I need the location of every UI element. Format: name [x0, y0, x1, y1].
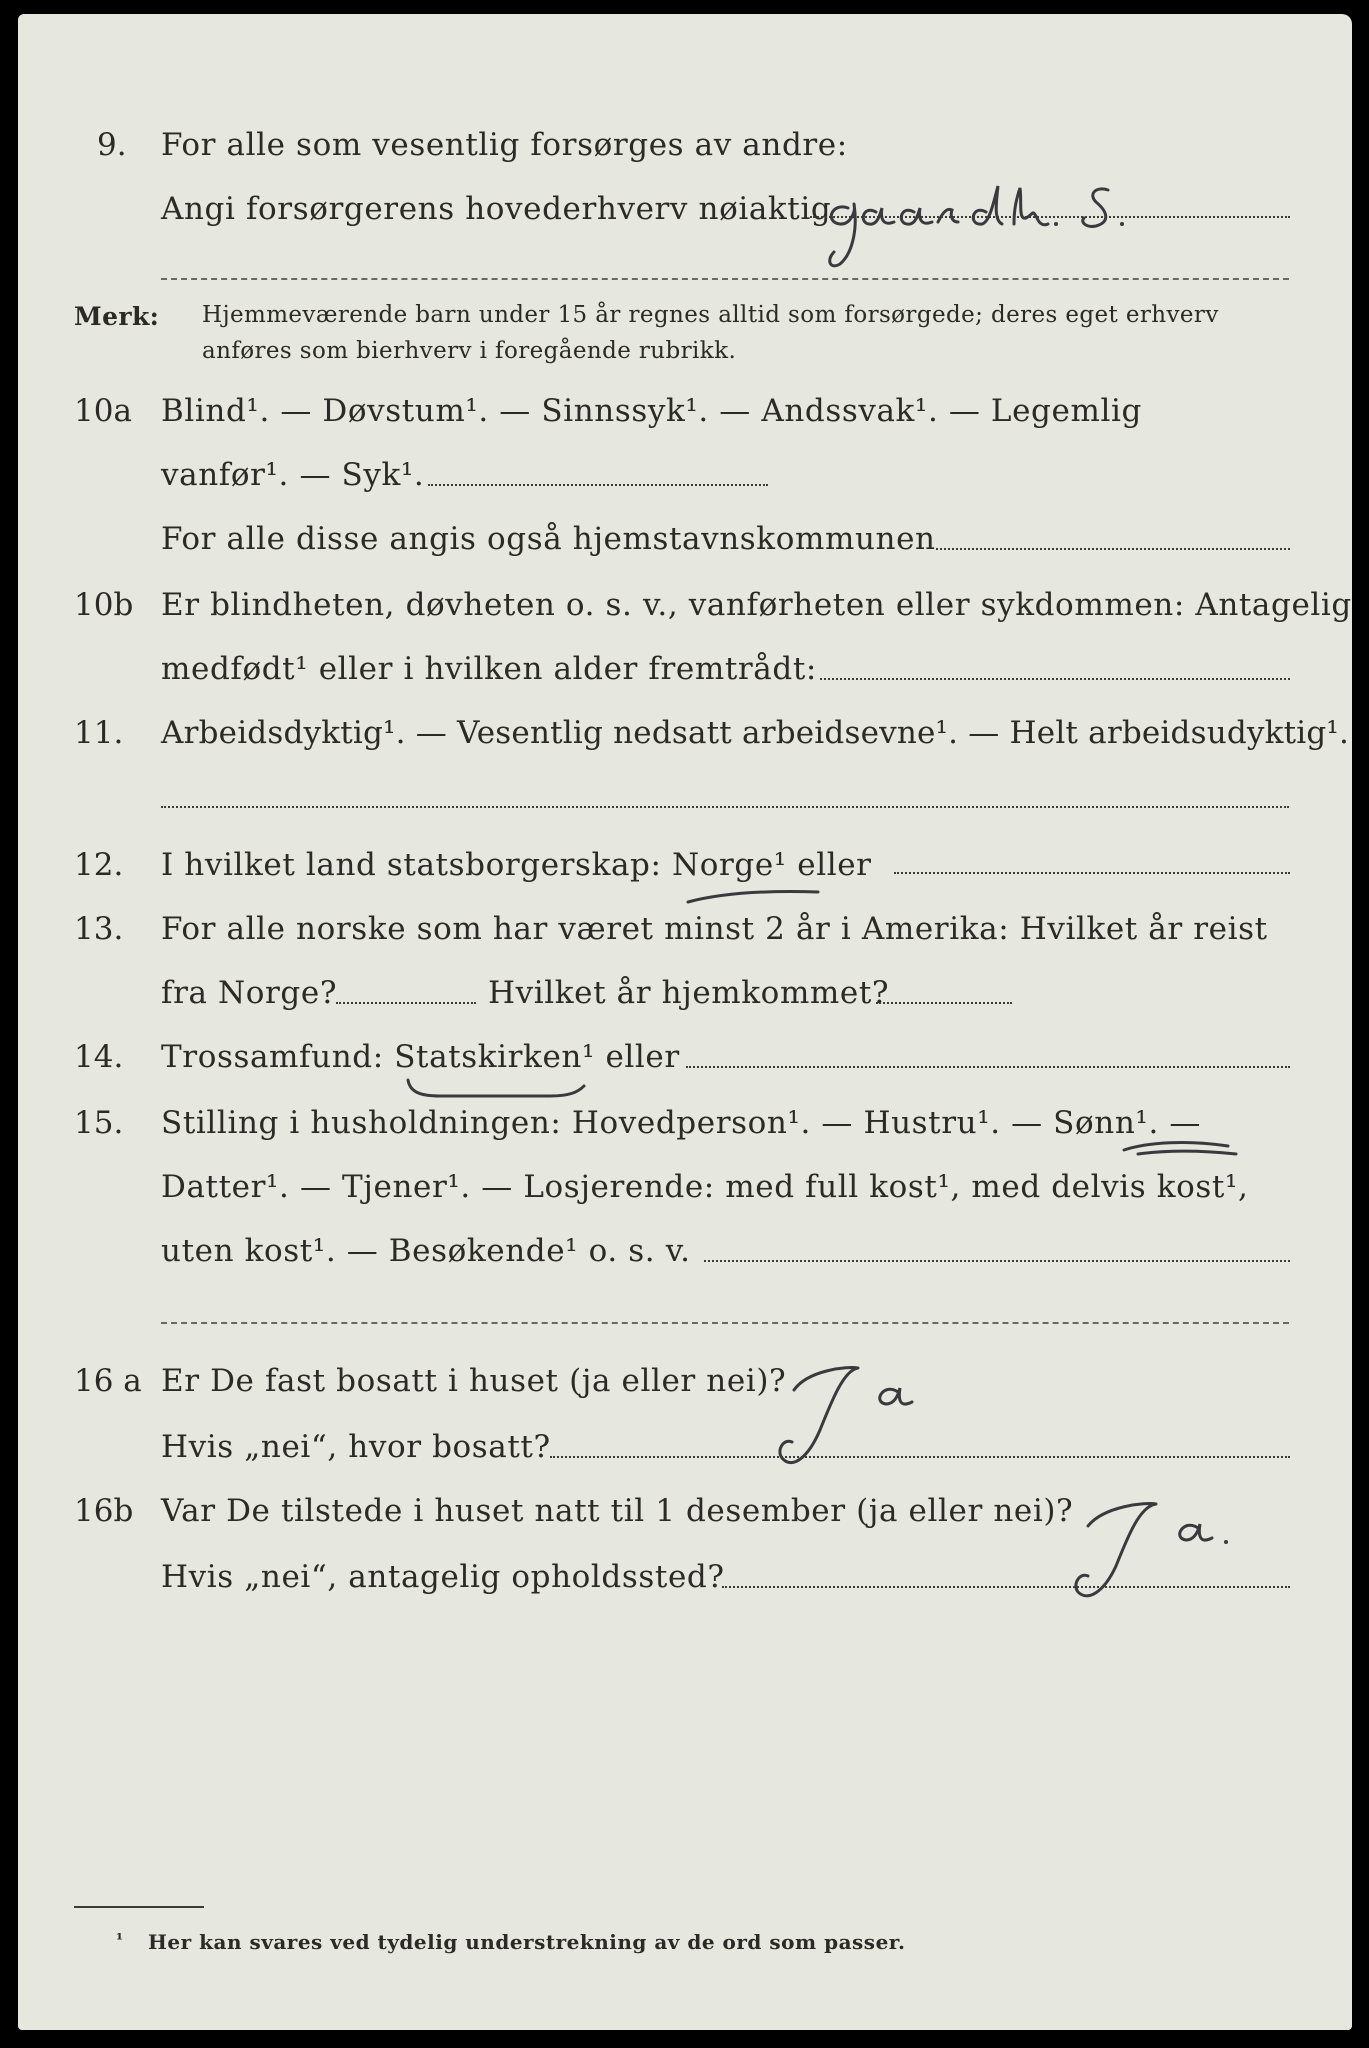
q9-separator [161, 278, 1289, 280]
q10a-number: 10a [74, 393, 132, 429]
q13-hjemkommet-line [876, 1002, 1012, 1004]
merk-line2: anføres som bierhverv i foregående rubrikk. [202, 338, 737, 364]
q15-line3: uten kost¹. — Besøkende¹ o. s. v. [161, 1233, 691, 1269]
q15-number: 15. [74, 1105, 124, 1141]
q10a-syk-line [428, 484, 768, 486]
q11-answer-line [161, 806, 1289, 808]
q10a-line1: Blind¹. — Døvstum¹. — Sinnssyk¹. — Andssvak¹. — Legemlig [161, 393, 1142, 429]
q10b-number: 10b [74, 587, 134, 623]
q14-number: 14. [74, 1039, 124, 1075]
q12-answer-line [894, 872, 1290, 874]
q12-line1: I hvilket land statsborgerskap: Norge¹ eller [161, 847, 872, 883]
q10b-answer-line [820, 678, 1290, 680]
q13-line2-left: fra Norge? [161, 975, 338, 1011]
q15-line1: Stilling i husholdningen: Hovedperson¹. — Hustru¹. — Sønn¹. — [161, 1105, 1201, 1141]
q15-answer-line [704, 1260, 1290, 1262]
census-form-page [18, 14, 1352, 2030]
q13-line1: For alle norske som har været minst 2 år i Amerika: Hvilket år reist [161, 911, 1268, 947]
q16b-answer-line [722, 1586, 1290, 1588]
q15-line2: Datter¹. — Tjener¹. — Losjerende: med full kost¹, med delvis kost¹, [161, 1169, 1249, 1205]
q12-number: 12. [74, 847, 124, 883]
q10b-line2: medfødt¹ eller i hvilken alder fremtrådt: [161, 651, 817, 687]
q16a-line2: Hvis „nei“, hvor bosatt? [161, 1429, 551, 1465]
q9-handwritten-answer [818, 180, 1198, 276]
q10a-hjemstavn-line [936, 548, 1290, 550]
footnote-mark: ¹ [116, 1930, 124, 1949]
footnote-text: Her kan svares ved tydelig understrekning av de ord som passer. [148, 1930, 906, 1954]
q16a-answer-line [550, 1456, 1290, 1458]
q9-number: 9. [97, 127, 127, 163]
q13-number: 13. [74, 911, 124, 947]
footnote-rule [74, 1906, 204, 1908]
q16b-number: 16b [74, 1493, 134, 1529]
q12-norge-underline-mark [678, 882, 828, 912]
merk-line1-text: Hjemmeværende barn under 15 år regnes alltid som forsørgede; deres eget erhverv [202, 302, 1219, 328]
q9-line2: Angi forsørgerens hovederhverv nøiaktig [161, 191, 832, 227]
q11-number: 11. [74, 715, 124, 751]
q15-separator [161, 1322, 1289, 1324]
q10a-line2: vanfør¹. — Syk¹. [161, 457, 425, 493]
q16b-line1: Var De tilstede i huset natt til 1 desember (ja eller nei)? [161, 1493, 1074, 1529]
q13-line2-right: Hvilket år hjemkommet? [488, 975, 890, 1011]
q13-reist-line [336, 1002, 476, 1004]
q11-line1: Arbeidsdyktig¹. — Vesentlig nedsatt arbeidsevne¹. — Helt arbeidsudyktig¹. [161, 715, 1350, 751]
q10b-line1: Er blindheten, døvheten o. s. v., vanførheten eller sykdommen: Antagelig [161, 587, 1352, 623]
merk-line1 [202, 304, 1290, 327]
q15-sonn-underline-mark [1118, 1134, 1248, 1164]
q10a-line3: For alle disse angis også hjemstavnskommunen [161, 521, 936, 557]
q14-statskirken-underline-mark [400, 1070, 600, 1106]
merk-label: Merk: [74, 302, 160, 331]
q16a-number: 16 a [74, 1363, 142, 1399]
q9-line1: For alle som vesentlig forsørges av andre: [161, 127, 848, 163]
q16b-line2: Hvis „nei“, antagelig opholdssted? [161, 1559, 725, 1595]
q16b-handwritten-ja [1048, 1462, 1268, 1612]
q14-answer-line [686, 1066, 1290, 1068]
q16a-line1: Er De fast bosatt i huset (ja eller nei)? [161, 1363, 787, 1399]
q14-line1: Trossamfund: Statskirken¹ eller [161, 1039, 680, 1075]
